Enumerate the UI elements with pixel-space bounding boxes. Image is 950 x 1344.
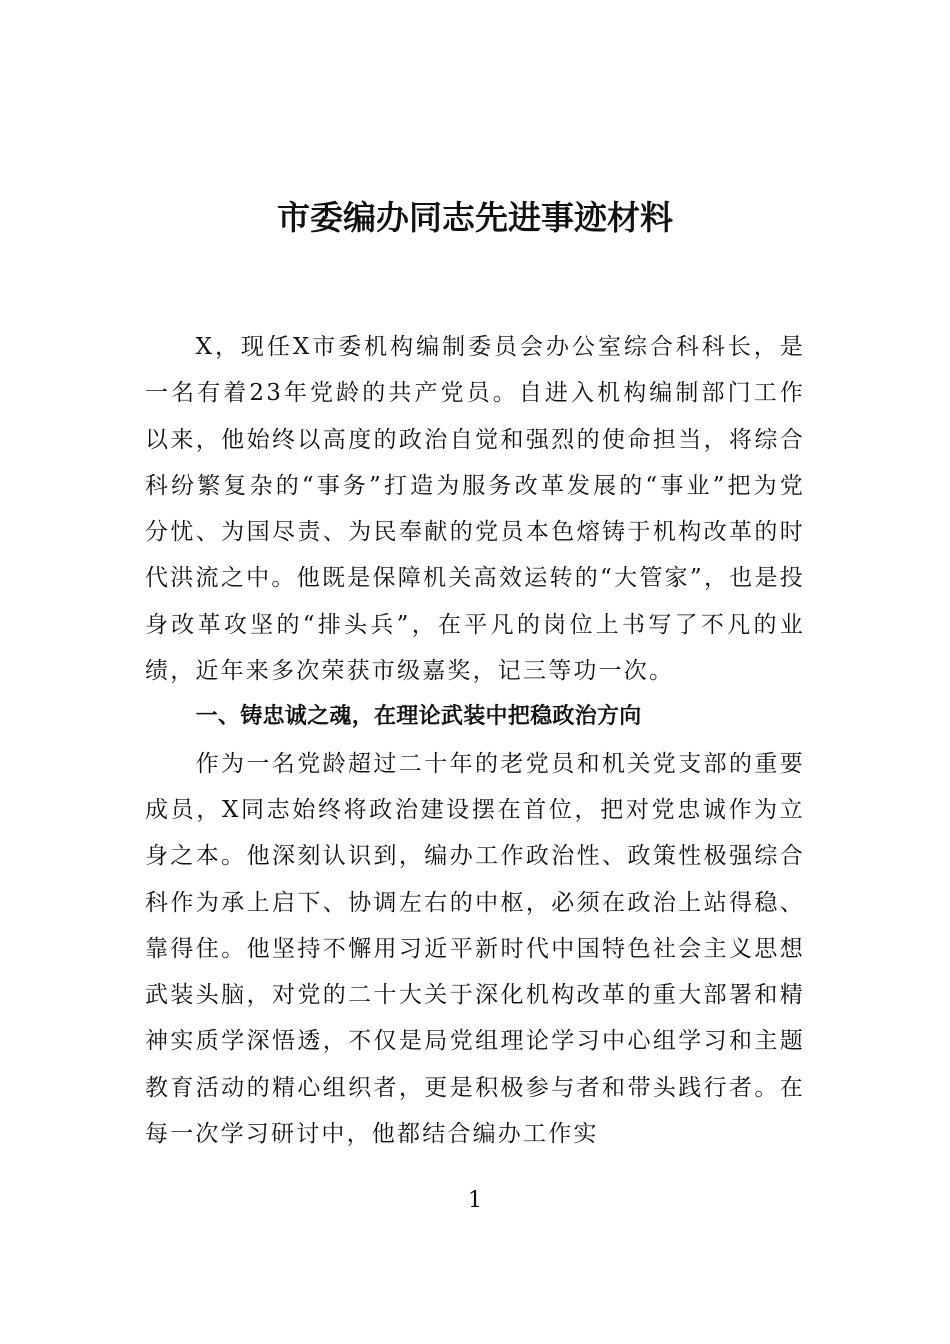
section-heading: 一、铸忠诚之魂，在理论武装中把稳政治方向: [195, 704, 642, 730]
section-paragraph: 作为一名党龄超过二十年的老党员和机关党支部的重要成员，X同志始终将政治建设摆在首位，把对党忠诚作为立身之本。他深刻认识到，编办工作政治性、政策性极强综合科作为承上启下、协调左右的中枢，必须在政治上站得稳、靠得住。他坚持不懈用习近平新时代中国特色社会主义思想武装头脑，对党的二十大关于深化机构改革的重大部署和精神实质学深悟透，不仅是局党组理论学习中心组学习和主题教育活动的精心组织者，更是积极参与者和带头践行者。在每一次学习研讨中，他都结合编办工作实: [145, 750, 805, 1148]
document-body: [145, 324, 805, 1157]
intro-paragraph: X，现任X市委机构编制委员会办公室综合科科长，是一名有着23年党龄的共产党员。自进入机构编制部门工作以来，他始终以高度的政治自觉和强烈的使命担当，将综合科纷繁复杂的“事务”打造为服务改革发展的“事业”把为党分忧、为国尽责、为民奉献的党员本色熔铸于机构改革的时代洪流之中。他既是保障机关高效运转的“大管家”，也是投身改革攻坚的“排头兵”，在平凡的岗位上书写了不凡的业绩，近年来多次荣获市级嘉奖，记三等功一次。: [145, 334, 805, 685]
document-title: 市委编办同志先进事迹材料: [277, 198, 673, 237]
page-number: 1: [468, 1188, 482, 1213]
